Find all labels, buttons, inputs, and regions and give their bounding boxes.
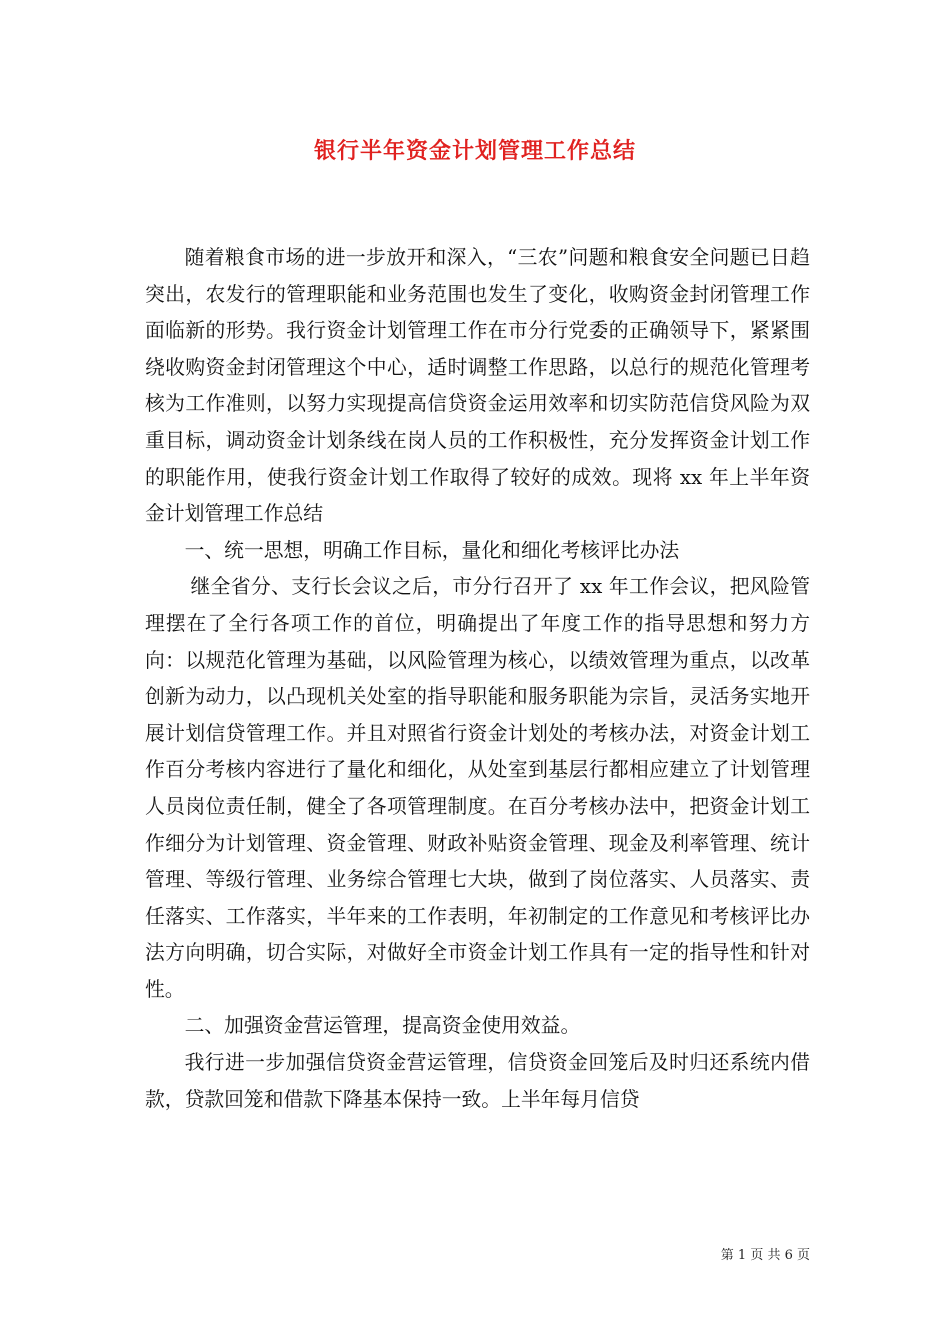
paragraph-intro: 随着粮食市场的进一步放开和深入，“三农”问题和粮食安全问题已日趋突出，农发行的管理职能和业务范围也发生了变化，收购资金封闭管理工作面临新的形势。我行资金计划管理工作在市分行党委的正确领导下，紧紧围绕收购资金封闭管理这个中心，适时调整工作思路，以总行的规范化管理考核为工作准则，以努力实现提高信贷资金运用效率和切实防范信贷风险为双重目标，调动资金计划条线在岗人员的工作积极性，充分发挥资金计划工作的职能作用，使我行资金计划工作取得了较好的成效。现将 xx 年上半年资金计划管理工作总结 <box>145 246 810 526</box>
paragraph-section-2: 我行进一步加强信贷资金营运管理，信贷资金回笼后及时归还系统内借款，贷款回笼和借款下降基本保持一致。上半年每月信贷 <box>145 1051 810 1111</box>
document-title: 银行半年资金计划管理工作总结 <box>313 138 636 164</box>
page-number: 第 1 页 共 6 页 <box>720 1248 810 1263</box>
paragraph-section-1: 继全省分、支行长会议之后，市分行召开了 xx 年工作会议，把风险管理摆在了全行各项工作的首位，明确提出了年度工作的指导思想和努力方向：以规范化管理为基础，以风险管理为核心，以绩效管理为重点，以改革创新为动力，以凸现机关处室的指导职能和服务职能为宗旨，灵活务实地开展计划信贷管理工作。并且对照省行资金计划处的考核办法，对资金计划工作百分考核内容进行了量化和细化，从处室到基层行都相应建立了计划管理人员岗位责任制，健全了各项管理制度。在百分考核办法中，把资金计划工作细分为计划管理、资金管理、财政补贴资金管理、现金及利率管理、统计管理、等级行管理、业务综合管理七大块，做到了岗位落实、人员落实、责任落实、工作落实，半年来的工作表明，年初制定的工作意见和考核评比办法方向明确，切合实际，对做好全市资金计划工作具有一定的指导性和针对性。 <box>145 575 810 1001</box>
document-body <box>145 240 810 1118</box>
section-heading-2: 二、加强资金营运管理，提高资金使用效益。 <box>184 1014 581 1038</box>
section-heading-1: 一、统一思想，明确工作目标，量化和细化考核评比办法 <box>184 538 680 562</box>
